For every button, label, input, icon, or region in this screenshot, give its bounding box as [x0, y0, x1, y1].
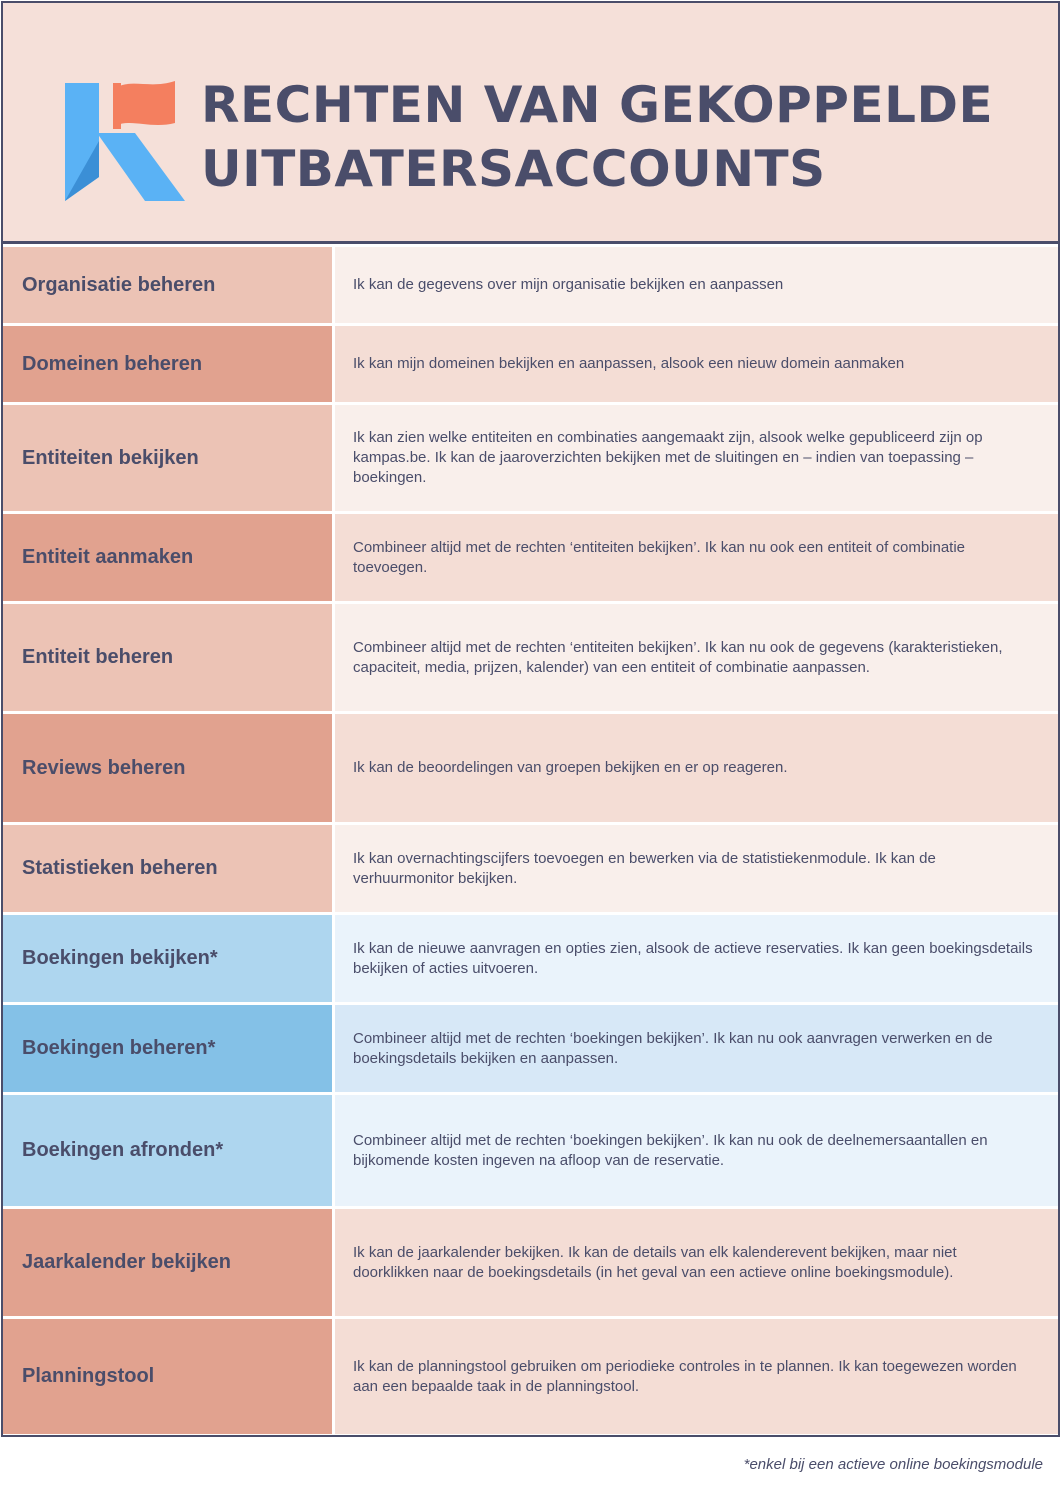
- right-label: Entiteit aanmaken: [3, 514, 332, 601]
- header: [3, 3, 1058, 244]
- right-label: Entiteit beheren: [3, 604, 332, 711]
- table-row: [3, 604, 1058, 711]
- right-description: Ik kan de nieuwe aanvragen en opties zien, alsook de actieve reservaties. Ik kan geen boekingsdetails bekijken of acties uitvoeren.: [335, 915, 1058, 1002]
- table-row: [3, 1005, 1058, 1092]
- footnote: *enkel bij een actieve online boekingsmodule: [743, 1456, 1043, 1473]
- right-description: Combineer altijd met de rechten ‘entiteiten bekijken’. Ik kan nu ook een entiteit of combinatie toevoegen.: [335, 514, 1058, 601]
- right-description: Ik kan de gegevens over mijn organisatie bekijken en aanpassen: [335, 247, 1058, 323]
- title-line-2: UITBATERSACCOUNTS: [201, 140, 826, 198]
- right-label: Statistieken beheren: [3, 825, 332, 912]
- right-description: Ik kan mijn domeinen bekijken en aanpassen, alsook een nieuw domein aanmaken: [335, 326, 1058, 402]
- table-row: [3, 514, 1058, 601]
- right-description: Ik kan de planningstool gebruiken om periodieke controles in te plannen. Ik kan toegewezen worden aan een bepaalde taak in de planningstool.: [335, 1319, 1058, 1434]
- right-description: Ik kan zien welke entiteiten en combinaties aangemaakt zijn, alsook welke gepubliceerd zijn op kampas.be. Ik kan de jaaroverzichten bekijken met de sluitingen en – indien van toepassing – boekingen.: [335, 405, 1058, 511]
- right-description: Ik kan de jaarkalender bekijken. Ik kan de details van elk kalenderevent bekijken, maar niet doorklikken naar de boekingsdetails (in het geval van een actieve online boekingsmodule).: [335, 1209, 1058, 1316]
- kampas-logo-icon: [61, 77, 187, 203]
- table-row: [3, 1209, 1058, 1316]
- table-row: [3, 1095, 1058, 1206]
- right-label: Organisatie beheren: [3, 247, 332, 323]
- right-description: Combineer altijd met de rechten ‘entiteiten bekijken’. Ik kan nu ook de gegevens (karakteristieken, capaciteit, media, prijzen, kalender) van een entiteit of combinatie aanpassen.: [335, 604, 1058, 711]
- table-row: [3, 714, 1058, 822]
- right-label: Entiteiten bekijken: [3, 405, 332, 511]
- right-label: Jaarkalender bekijken: [3, 1209, 332, 1316]
- right-label: Boekingen bekijken*: [3, 915, 332, 1002]
- right-description: Combineer altijd met de rechten ‘boekingen bekijken’. Ik kan nu ook de deelnemersaantallen en bijkomende kosten ingeven na afloop van de reservatie.: [335, 1095, 1058, 1206]
- table-row: [3, 825, 1058, 912]
- table-row: [3, 247, 1058, 323]
- right-description: Ik kan de beoordelingen van groepen bekijken en er op reageren.: [335, 714, 1058, 822]
- right-label: Planningstool: [3, 1319, 332, 1434]
- table-row: [3, 326, 1058, 402]
- right-description: Combineer altijd met de rechten ‘boekingen bekijken’. Ik kan nu ook aanvragen verwerken en de boekingsdetails bekijken en aanpassen.: [335, 1005, 1058, 1092]
- page-title: [201, 73, 1041, 201]
- right-label: Boekingen beheren*: [3, 1005, 332, 1092]
- right-label: Domeinen beheren: [3, 326, 332, 402]
- table-row: [3, 1319, 1058, 1434]
- table-row: [3, 405, 1058, 511]
- table-row: [3, 915, 1058, 1002]
- right-description: Ik kan overnachtingscijfers toevoegen en bewerken via de statistiekenmodule. Ik kan de verhuurmonitor bekijken.: [335, 825, 1058, 912]
- title-line-1: RECHTEN VAN GEKOPPELDE: [201, 76, 994, 134]
- right-label: Boekingen afronden*: [3, 1095, 332, 1206]
- right-label: Reviews beheren: [3, 714, 332, 822]
